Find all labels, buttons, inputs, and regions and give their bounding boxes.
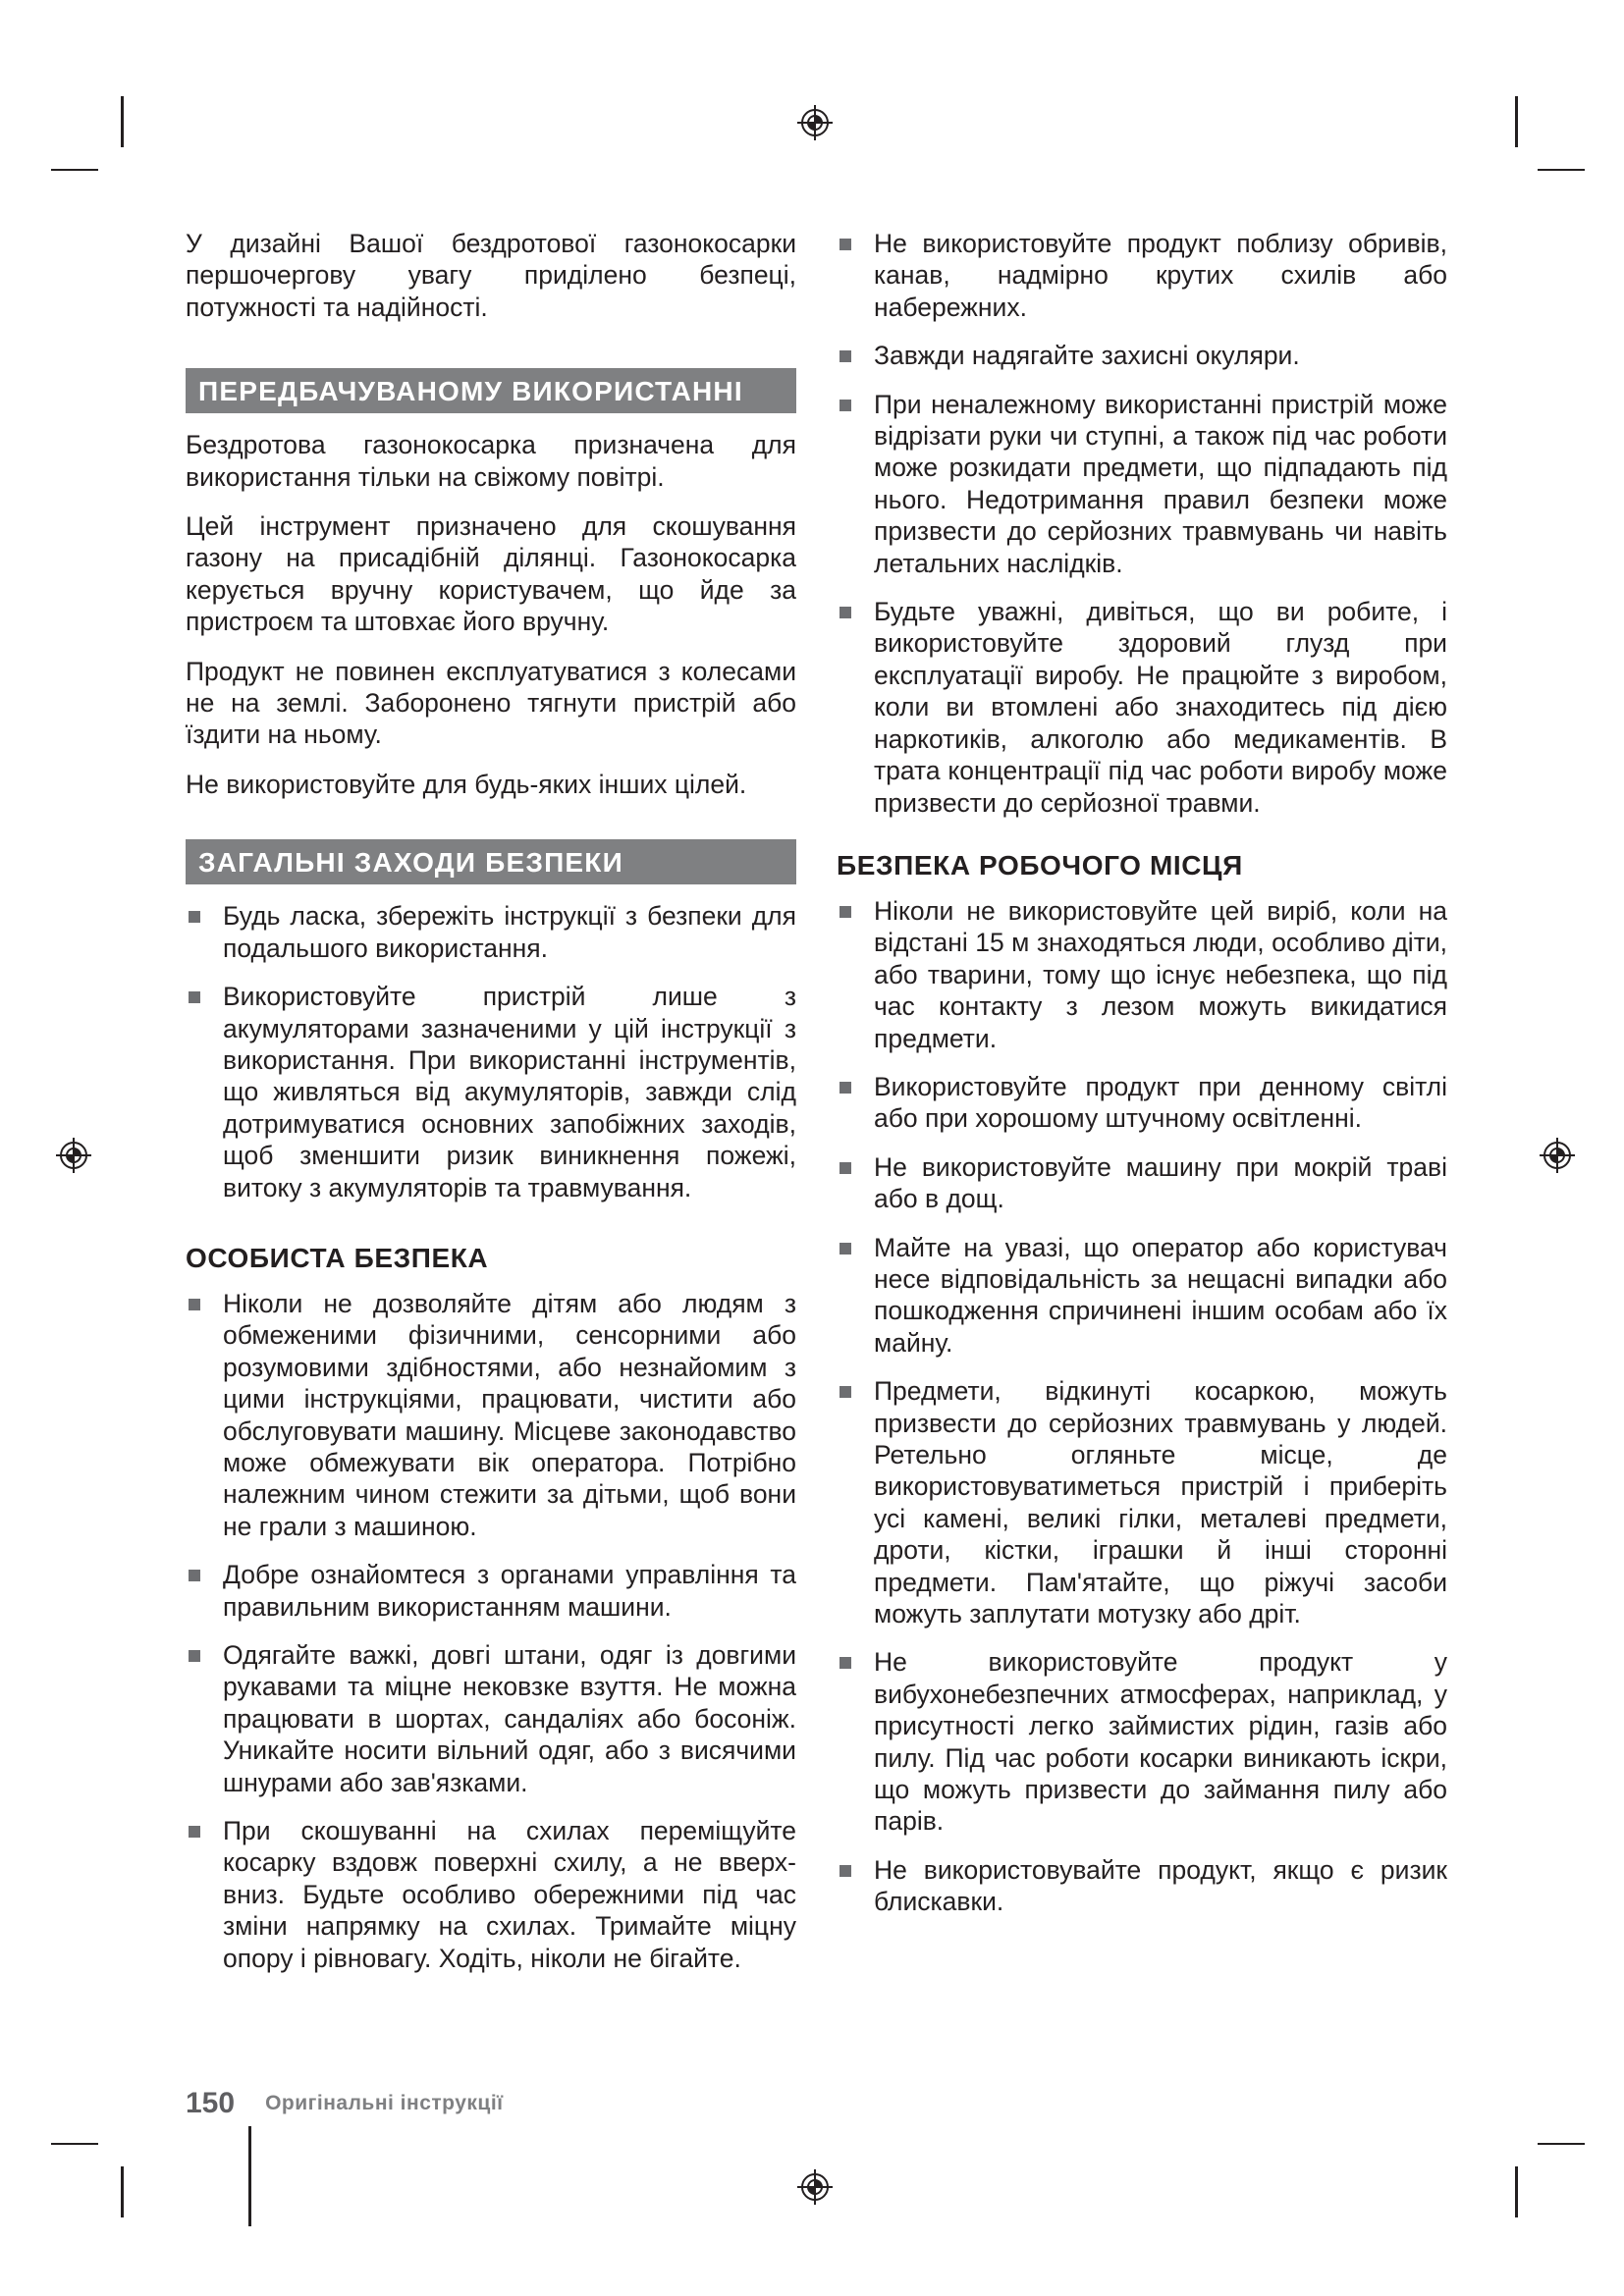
list-item-text: Не використовуйте продукт поблизу обривів, канав, надмірно крутих схилів або набережних. [874,229,1447,322]
section-heading-intended-use: ПЕРЕДБАЧУВАНОМУ ВИКОРИСТАННІ [186,368,796,413]
bullet-square-icon [189,1570,200,1581]
list-item [837,895,1447,1054]
intro-paragraph: У дизайні Вашої бездротової газонокосарки першочергову увагу приділено безпеці, потужності та надійності. [186,229,796,322]
crop-mark [51,169,98,171]
list-item [837,1854,1447,1918]
bullet-square-icon [839,1082,851,1094]
crop-mark [121,2166,124,2217]
registration-mark-icon [1538,1136,1577,1175]
list-item-text: Майте на увазі, що оператор або користувач несе відповідальність за нещасні випадки або пошкодження спричинені іншим особам або їх майну. [874,1232,1447,1358]
crop-mark [1515,96,1518,147]
general-safety-list [186,900,796,1203]
bullet-square-icon [839,350,851,362]
work-area-safety-list [837,895,1447,1918]
safety-list-top [837,228,1447,819]
left-column [186,228,796,1991]
bullet-square-icon [839,1657,851,1669]
bullet-square-icon [839,906,851,918]
footer-label: Оригінальні інструкції [265,2092,504,2114]
bullet-square-icon [839,400,851,411]
intended-use-paragraph: Бездротова газонокосарка призначена для використання тільки на свіжому повітрі. [186,430,796,492]
list-item-text: Ніколи не дозволяйте дітям або людям з обмеженими фізичними, сенсорними або розумовими здібностями, або незнайомим з цими інструкціями, працювати, чистити або обслуговувати машину. Місцеве законодавство може обмежувати вік оператора. Потрібно належним чином стежити за дітьми, щоб вони не грали з машиною. [223,1288,796,1541]
list-item-text: Добре ознайомтеся з органами управління та правильним використанням машини. [223,1560,796,1622]
intended-use-paragraph: Цей інструмент призначено для скошування газону на присадібній ділянці. Газонокосарка керується вручну користувачем, що йде за пристроєм та штовхає його вручну. [186,511,796,637]
section-heading-general-safety: ЗАГАЛЬНІ ЗАХОДИ БЕЗПЕКИ [186,839,796,884]
list-item [186,981,796,1203]
crop-mark [121,96,124,147]
bullet-square-icon [839,607,851,618]
list-item-text: Будь ласка, збережіть інструкції з безпеки для подальшого використання. [223,901,796,963]
list-item [837,1232,1447,1360]
personal-safety-list [186,1288,796,1974]
bullet-square-icon [189,1299,200,1310]
bullet-square-icon [839,1865,851,1877]
list-item [837,228,1447,323]
registration-mark-icon [54,1136,93,1175]
section-heading-work-area-safety: БЕЗПЕКА РОБОЧОГО МІСЦЯ [837,849,1243,881]
bullet-square-icon [189,911,200,923]
list-item-text: Використовуйте продукт при денному світлі або при хорошому штучному освітленні. [874,1071,1447,1134]
footer-divider [248,2126,251,2226]
list-item-text: Не використовувайте продукт, якщо є ризик блискавки. [874,1854,1447,1917]
list-item [837,389,1447,579]
list-item-text: Предмети, відкинуті косаркою, можуть призвести до серйозних травмувань у людей. Ретельно огляньте місце, де використовуватиметься пристрій і приберіть усі камені, великі гілки, металеві предмети, дроти, кістки, іграшки й інші сторонні предмети. Пам'ятайте, що ріжучі засоби можуть заплутати мотузку або дріт. [874,1376,1447,1629]
list-item-text: При скошуванні на схилах переміщуйте косарку вздовж поверхні схилу, а не вверх-вниз. Будьте особливо обережними під час зміни напрямку на схилах. Тримайте міцну опору і рівновагу. Ходіть, ніколи не бігайте. [223,1816,796,1973]
list-item [837,340,1447,371]
bullet-square-icon [839,239,851,250]
list-item [186,900,796,964]
page-number: 150 [186,2087,236,2119]
list-item-text: Не використовуйте продукт у вибухонебезпечних атмосферах, наприклад, у присутності легко займистих рідин, газів або пилу. Під час роботи косарки виникають іскри, що можуть призвести до займання пилу або парів. [874,1647,1447,1837]
list-item [186,1559,796,1623]
list-item-text: Використовуйте пристрій лише з акумуляторами зазначеними у цій інструкції з використання. При використанні інструментів, що живляться від акумуляторів, завжди слід дотримуватися основних запобіжних заходів, щоб зменшити ризик виникнення пожежі, витоку з акумуляторів та травмування. [223,982,796,1202]
list-item [837,1151,1447,1215]
crop-mark [1515,2166,1518,2217]
bullet-square-icon [189,1650,200,1662]
registration-mark-icon [795,2167,835,2207]
list-item [837,1646,1447,1837]
bullet-square-icon [189,991,200,1003]
bullet-square-icon [839,1162,851,1174]
crop-mark [1538,2143,1585,2145]
crop-mark [51,2143,98,2145]
page-footer [186,2079,504,2128]
intended-use-paragraph: Не використовуйте для будь-яких інших цілей. [186,769,747,799]
list-item-text: При неналежному використанні пристрій може відрізати руки чи ступні, а також під час роботи може розкидати предмети, що підпадають під нього. Недотримання правил безпеки може призвести до серйозних травмувань чи навіть летальних наслідків. [874,389,1447,578]
list-item-text: Будьте уважні, дивіться, що ви робите, і використовуйте здоровий глузд при експлуатації виробу. Не працюйте з виробом, коли ви втомлені або знаходитесь під дією наркотиків, алкоголю або медикаментів. В трата концентрації під час роботи виробу може призвести до серйозної травми. [874,597,1447,818]
list-item [837,1375,1447,1629]
list-item-text: Завжди надягайте захисні окуляри. [874,341,1300,371]
bullet-square-icon [839,1386,851,1398]
bullet-square-icon [189,1826,200,1838]
registration-mark-icon [795,103,835,142]
list-item [837,1071,1447,1135]
list-item [186,1639,796,1798]
crop-mark [1538,169,1585,171]
bullet-square-icon [839,1243,851,1255]
list-item-text: Ніколи не використовуйте цей виріб, коли на відстані 15 м знаходяться люди, особливо діти, або тварини, тому що існує небезпека, що під час контакту з лезом можуть викидатися предмети. [874,895,1447,1053]
intended-use-paragraph: Продукт не повинен експлуатуватися з колесами не на землі. Заборонено тягнути пристрій або їздити на ньому. [186,656,796,750]
right-column [837,228,1447,1935]
list-item [186,1815,796,1974]
list-item-text: Одягайте важкі, довгі штани, одяг із довгими рукавами та міцне нековзке взуття. Не можна працювати в шортах, сандаліях або босоніж. Уникайте носити вільний одяг, або з висячими шнурами або зав'язками. [223,1640,796,1797]
section-heading-personal-safety: ОСОБИСТА БЕЗПЕКА [186,1242,489,1273]
list-item [837,596,1447,819]
list-item-text: Не використовуйте машину при мокрій траві або в дощ. [874,1151,1447,1214]
list-item [186,1288,796,1542]
